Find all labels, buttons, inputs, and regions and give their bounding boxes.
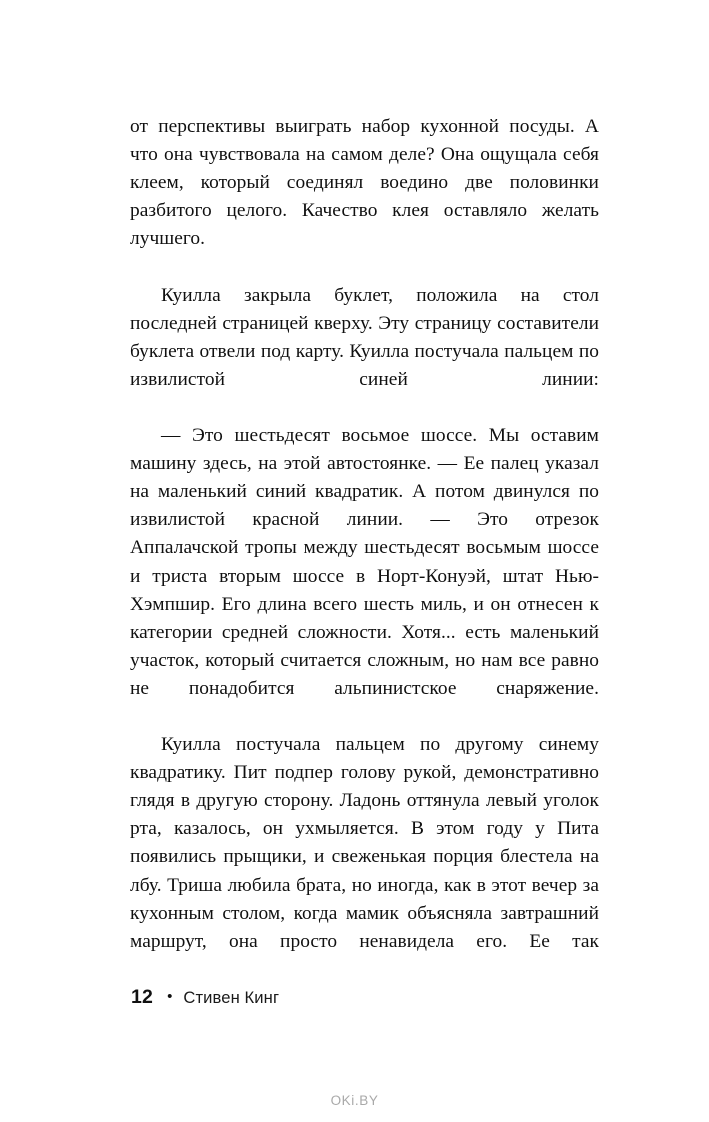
page-text-column [130, 113, 599, 984]
site-watermark: OKi.BY [330, 1093, 379, 1108]
bullet-separator-icon: • [167, 988, 173, 1005]
page-footer [131, 986, 279, 1009]
author-name: Стивен Кинг [183, 987, 280, 1007]
paragraph: от перспективы выиграть набор кухонной посуды. А что она чувствовала на самом деле? Она ощущала себя клеем, который соединял воедино две половинки разбитого целого. Качество клея оставляло желать лучшего. [130, 116, 599, 250]
page-number: 12 [131, 986, 154, 1008]
paragraph: Куилла постучала пальцем по другому синему квадратику. Пит подпер голову рукой, демонстративно глядя в другую сторону. Ладонь оттянула левый уголок рта, казалось, он ухмыляется. В этом году у Пита появились прыщики, и свеженькая порция блестела на лбу. Триша любила брата, но иногда, как в этот вечер за кухонным столом, когда мамик объясняла завтрашний маршрут, она просто ненавидела его. Ее так [130, 734, 599, 952]
paragraph: Куилла закрыла буклет, положила на стол последней страницей кверху. Эту страницу составители буклета отвели под карту. Куилла постучала пальцем по извилистой синей линии: [130, 284, 599, 390]
paragraph-dialogue: — Это шестьдесят восьмое шоссе. Мы оставим машину здесь, на этой автостоянке. — Ее палец указал на маленький синий квадратик. А потом двинулся по извилистой красной линии. — Это отрезок Аппалачской тропы между шестьдесят восьмым шоссе и триста вторым шоссе в Норт-Конуэй, штат Нью-Хэмпшир. Его длина всего шесть миль, и он отнесен к категории средней сложности. Хотя... есть маленький участок, который считается сложным, но нам все равно не понадобится альпинистское снаряжение. [130, 425, 599, 699]
